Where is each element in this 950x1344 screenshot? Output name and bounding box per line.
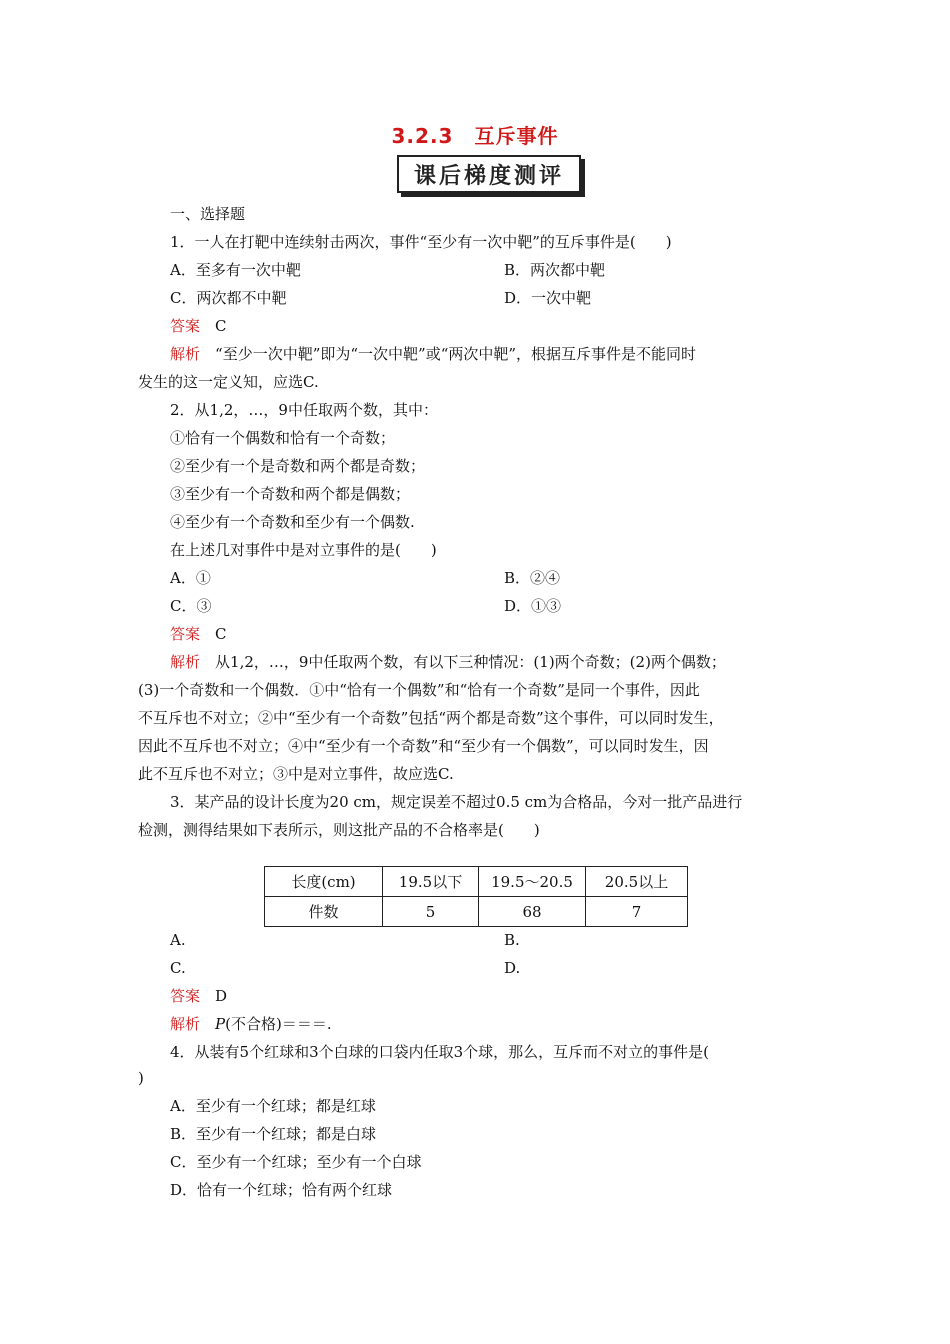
table-header-cell: 长度(cm) <box>265 867 383 897</box>
analysis-label: 解析 <box>170 653 201 671</box>
q2-analysis-line-1 <box>170 652 726 672</box>
q2-answer <box>170 624 227 644</box>
q2-item-2: ②至少有一个是奇数和两个都是奇数； <box>170 457 426 475</box>
answer-value: C <box>215 317 227 335</box>
q2-stem: 2．从1,2，…，9中任取两个数，其中： <box>170 401 438 419</box>
analysis-text: “至少一次中靶”即为“一次中靶”或“两次中靶”，根据互斥事件是不能同时 <box>215 345 697 363</box>
q4-option-c: C．至少有一个红球；至少有一个白球 <box>170 1153 422 1171</box>
q1-option-b: B．两次都中靶 <box>504 261 606 279</box>
probability-symbol: P <box>215 1015 226 1033</box>
table-cell: 68 <box>479 897 586 927</box>
q4-option-b: B．至少有一个红球；都是白球 <box>170 1125 377 1143</box>
q3-option-d: D. <box>504 959 521 977</box>
answer-label: 答案 <box>170 317 201 335</box>
q1-answer <box>170 316 227 336</box>
page-title: 3.2.3 互斥事件 <box>391 124 559 148</box>
table-cell: 5 <box>383 897 479 927</box>
q1-analysis-line-1 <box>170 344 696 364</box>
answer-value: D <box>215 987 228 1005</box>
q3-option-b: B. <box>504 931 520 949</box>
q4-stem-line-2: ) <box>138 1069 144 1087</box>
table-row <box>265 897 688 927</box>
q2-analysis-line-2: (3)一个奇数和一个偶数．①中“恰有一个偶数”和“恰有一个奇数”是同一个事件，因此 <box>138 681 700 699</box>
analysis-text: 从1,2，…，9中任取两个数，有以下三种情况：(1)两个奇数；(2)两个偶数； <box>215 653 726 671</box>
q1-option-a: A．至多有一次中靶 <box>170 261 301 279</box>
q2-analysis-line-3: 不互斥也不对立；②中“至少有一个奇数”包括“两个都是奇数”这个事件，可以同时发生， <box>138 709 724 727</box>
q3-analysis <box>170 1014 332 1034</box>
answer-value: C <box>215 625 227 643</box>
q2-option-c: C．③ <box>170 597 212 615</box>
analysis-text: (不合格)＝＝＝. <box>225 1015 332 1033</box>
q1-stem: 1．一人在打靶中连续射击两次，事件“至少有一次中靶”的互斥事件是( ) <box>170 233 672 251</box>
q2-item-4: ④至少有一个奇数和至少有一个偶数. <box>170 513 415 531</box>
q1-option-c: C．两次都不中靶 <box>170 289 287 307</box>
answer-label: 答案 <box>170 987 201 1005</box>
q2-analysis-line-4: 因此不互斥也不对立；④中“至少有一个奇数”和“至少有一个偶数”，可以同时发生，因 <box>138 737 709 755</box>
q2-option-b: B．②④ <box>504 569 561 587</box>
answer-label: 答案 <box>170 625 201 643</box>
analysis-label: 解析 <box>170 345 201 363</box>
q3-stem-line-2: 检测，测得结果如下表所示，则这批产品的不合格率是( ) <box>138 821 540 839</box>
q2-option-a: A．① <box>170 569 211 587</box>
table-cell: 7 <box>586 897 688 927</box>
q3-answer <box>170 986 227 1006</box>
q1-option-d: D．一次中靶 <box>504 289 592 307</box>
table-header-cell: 19.5～20.5 <box>479 867 586 897</box>
q2-analysis-line-5: 此不互斥也不对立；③中是对立事件，故应选C. <box>138 765 454 783</box>
table-cell: 件数 <box>265 897 383 927</box>
q2-question: 在上述几对事件中是对立事件的是( ) <box>170 541 437 559</box>
table-header-row <box>265 867 688 897</box>
q3-option-c: C. <box>170 959 186 977</box>
table-header-cell: 20.5以上 <box>586 867 688 897</box>
q3-data-table <box>264 866 688 927</box>
q3-option-a: A. <box>170 931 186 949</box>
q3-stem-line-1: 3．某产品的设计长度为20 cm，规定误差不超过0.5 cm为合格品，今对一批产品进行 <box>170 793 743 811</box>
q2-item-1: ①恰有一个偶数和恰有一个奇数； <box>170 429 396 447</box>
q4-option-d: D．恰有一个红球；恰有两个红球 <box>170 1181 393 1199</box>
table-header-cell: 19.5以下 <box>383 867 479 897</box>
q2-item-3: ③至少有一个奇数和两个都是偶数； <box>170 485 411 503</box>
section-heading: 一、选择题 <box>170 205 246 223</box>
q4-option-a: A．至少有一个红球；都是红球 <box>170 1097 376 1115</box>
section-banner: 课后梯度测评 <box>397 155 581 193</box>
q2-option-d: D．①③ <box>504 597 562 615</box>
q4-stem-line-1: 4．从装有5个红球和3个白球的口袋内任取3个球，那么，互斥而不对立的事件是( <box>170 1043 710 1061</box>
q1-analysis-line-2: 发生的这一定义知，应选C. <box>138 373 319 391</box>
analysis-label: 解析 <box>170 1015 201 1033</box>
